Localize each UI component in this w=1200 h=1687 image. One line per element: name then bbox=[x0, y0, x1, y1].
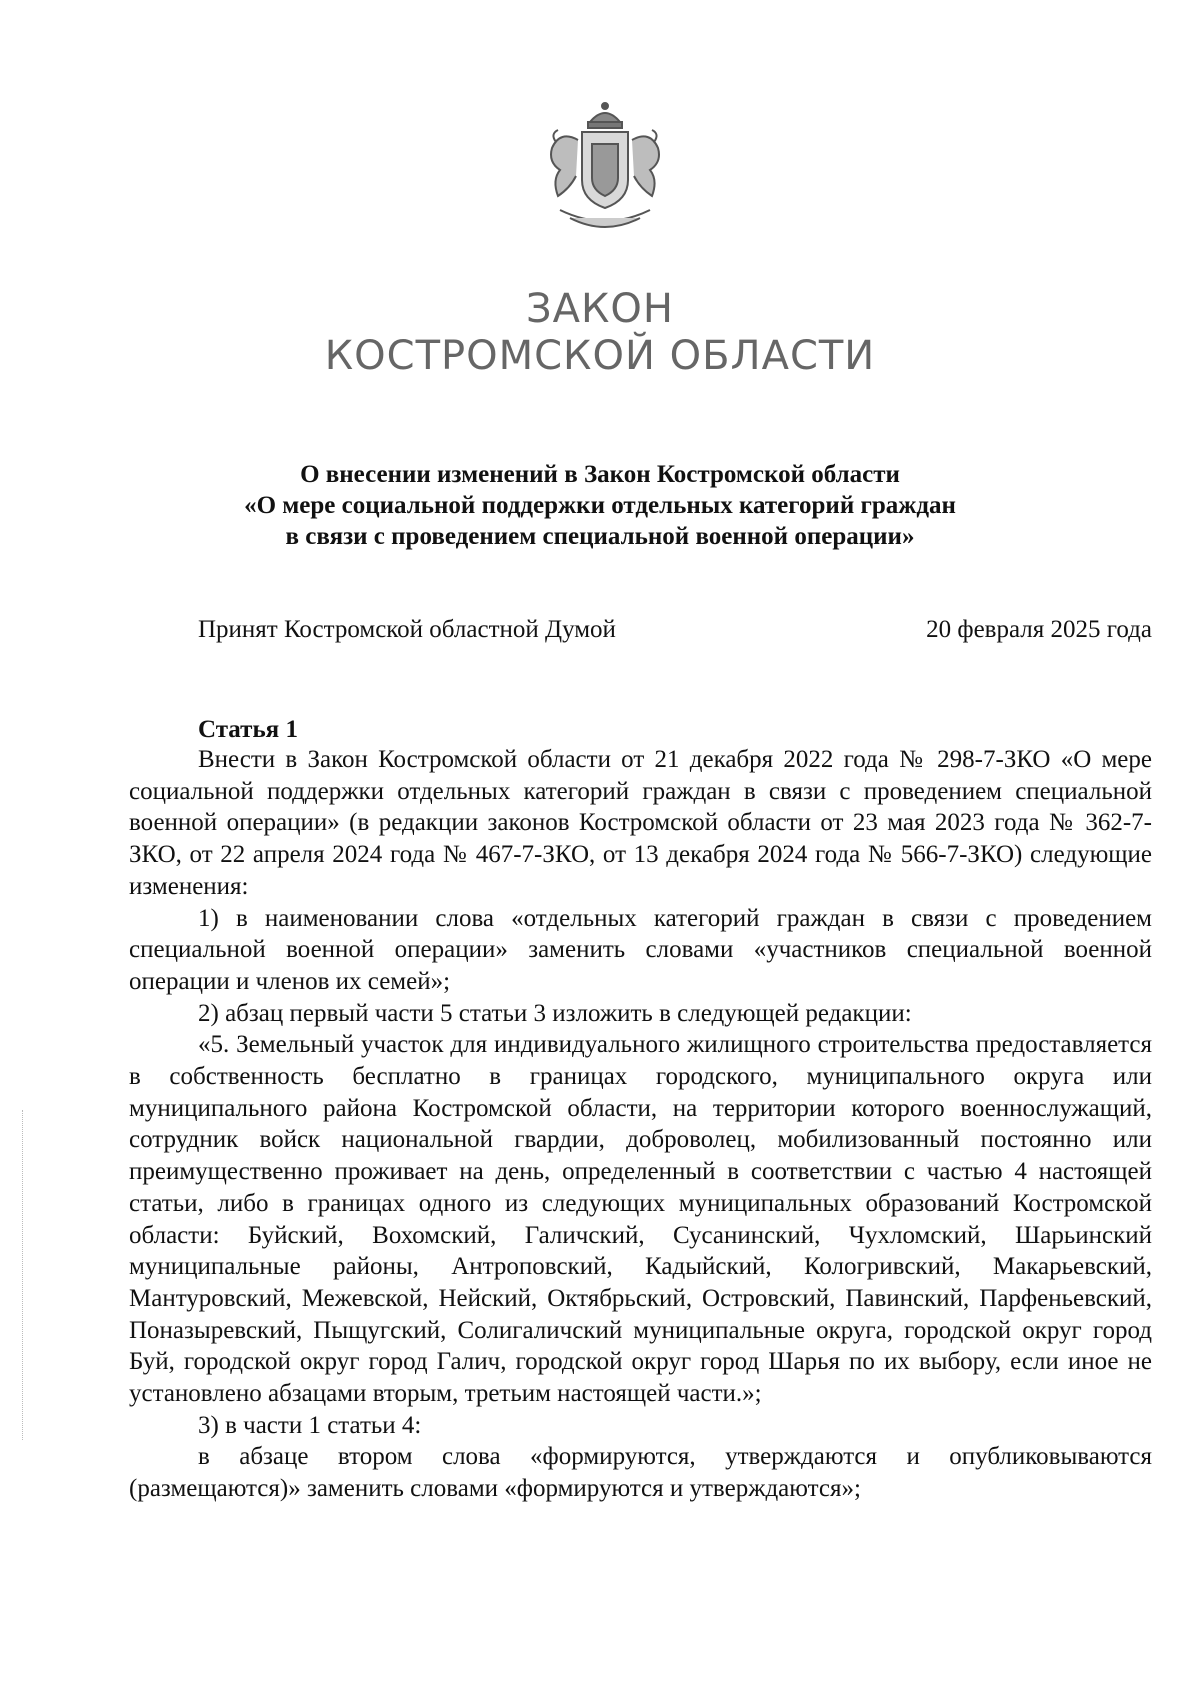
doc-heading-line-2: «О мере социальной поддержки отдельных категорий граждан bbox=[244, 492, 956, 519]
adopted-by: Принят Костромской областной Думой bbox=[198, 616, 616, 643]
paragraph: «5. Земельный участок для индивидуального жилищного строительства предоставляется в собственность бесплатно в границах городского, муниципального округа или муниципального района Костромской области, на территории которого военнослужащий, сотрудник войск национальной гвардии, доброволец, мобилизованный постоянно или преимущественно проживает на день, определенный в соответствии с частью 4 настоящей статьи, либо в границах одного из следующих муниципальных образований Костромской области: Буйский, Вохомский, Галичский, Сусанинский, Чухломский, Шарьинский муниципальные районы, Антроповский, Кадыйский, Кологривский, Макарьевский, Мантуровский, Межевской, Нейский, Октябрьский, Островский, Павинский, Парфеньевский, Поназыревский, Пыщугский, Солигаличский муниципальные округа, городской округ город Буй, городской округ город Галич, городской округ город Шарья по их выбору, если иное не установлено абзацами вторым, третьим настоящей части.»; bbox=[129, 1031, 1152, 1408]
article-body bbox=[129, 744, 1152, 1505]
region-title: КОСТРОМСКОЙ ОБЛАСТИ bbox=[324, 333, 876, 379]
paragraph: Внести в Закон Костромской области от 21 декабря 2022 года № 298-7-ЗКО «О мере социальной поддержки отдельных категорий граждан в связи с проведением специальной военной операции» (в редакции законов Костромской области от 23 мая 2023 года № 362-7-ЗКО, от 22 апреля 2024 года № 467-7-ЗКО, от 13 декабря 2024 года № 566-7-ЗКО) следующие изменения: bbox=[129, 746, 1152, 900]
scan-margin-artifact bbox=[22, 1110, 24, 1440]
adopted-date: 20 февраля 2025 года bbox=[926, 616, 1152, 643]
paragraph: 3) в части 1 статьи 4: bbox=[198, 1411, 422, 1439]
paragraph: в абзаце втором слова «формируются, утверждаются и опубликовываются (размещаются)» заменить словами «формируются и утверждаются»; bbox=[129, 1443, 1152, 1503]
law-title: ЗАКОН bbox=[526, 286, 674, 332]
article-title: Статья 1 bbox=[198, 716, 298, 743]
doc-heading-line-3: в связи с проведением специальной военной операции» bbox=[285, 523, 915, 550]
doc-heading-line-1: О внесении изменений в Закон Костромской области bbox=[300, 461, 900, 488]
paragraph: 1) в наименовании слова «отдельных категорий граждан в связи с проведением специальной военной операции» заменить словами «участников специальной военной операции и членов их семей»; bbox=[129, 904, 1152, 995]
coat-of-arms-emblem bbox=[530, 100, 680, 240]
paragraph: 2) абзац первый части 5 статьи 3 изложить в следующей редакции: bbox=[198, 999, 912, 1027]
